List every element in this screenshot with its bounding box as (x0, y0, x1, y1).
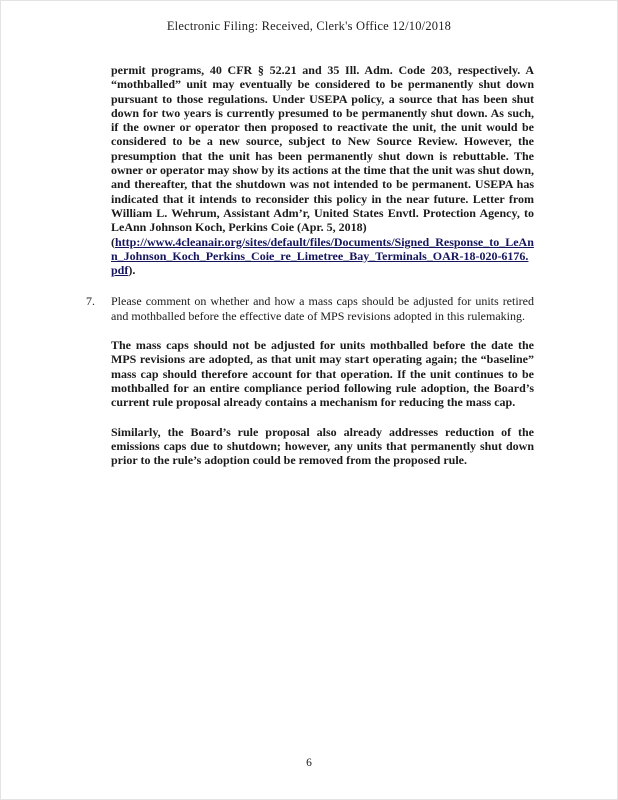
electronic-filing-stamp: Electronic Filing: Received, Clerk's Office 12/10/2018 (166, 19, 452, 33)
document-body (86, 63, 534, 482)
item-7-body (111, 294, 534, 482)
item-7-answer-2: Similarly, the Board’s rule proposal also already addresses reduction of the emissions caps due to shutdown; however, any units that permanently shut down prior to the rule’s adoption could be removed from the proposed rule. (111, 424, 534, 468)
paragraph-1-text: permit programs, 40 CFR § 52.21 and 35 Ill. Adm. Code 203, respectively. A “mothballed” unit may eventually be considered to be permanently shut down pursuant to those regulations. Under USEPA policy, a source that has been shut down for two years is currently presumed to be permanently shut down. As such, if the owner or operator then proposed to reactivate the unit, the unit would be considered to be a new source, subject to New Source Review. However, the presumption that the unit has been permanently shut down is rebuttable. The owner or operator may show by its actions at the time that the unit was shut down, and thereafter, that the shutdown was not intended to be permanent. USEPA has indicated that it intends to reconsider this policy in the near future. Letter from William L. Wehrum, Assistant Adm’r, United States Envtl. Protection Agency, to LeAnn Johnson Koch, Perkins Coie (Apr. 5, 2018) (111, 63, 534, 235)
citation-hyperlink[interactable]: http://www.4cleanair.org/sites/default/files/Documents/Signed_Response_to_LeAnn_Johnson_Koch_Perkins_Coie_re_Limetree_Bay_Terminals_OAR-18-020-6176.pdf (111, 234, 534, 278)
page-number: 6 (306, 757, 312, 769)
item-7-answer-1: The mass caps should not be adjusted for units mothballed before the date the MPS revisions are adopted, as that unit may start operating again; the “baseline” mass cap should therefore account for that operation. If the unit continues to be mothballed for an entire compliance period following rule adoption, the Board’s current rule proposal already contains a mechanism for reducing the mass cap. (111, 338, 534, 410)
item-7-number: 7. (86, 294, 95, 309)
link-open-paren: ( (111, 234, 115, 249)
item-7-question: Please comment on whether and how a mass caps should be adjusted for units retired and mothballed before the effective date of MPS revisions adopted in this rulemaking. (111, 294, 534, 323)
link-close-paren: ). (128, 263, 136, 278)
citation-link-line (111, 235, 534, 278)
body-paragraph-continuation (111, 63, 534, 277)
numbered-item-7 (86, 294, 534, 482)
